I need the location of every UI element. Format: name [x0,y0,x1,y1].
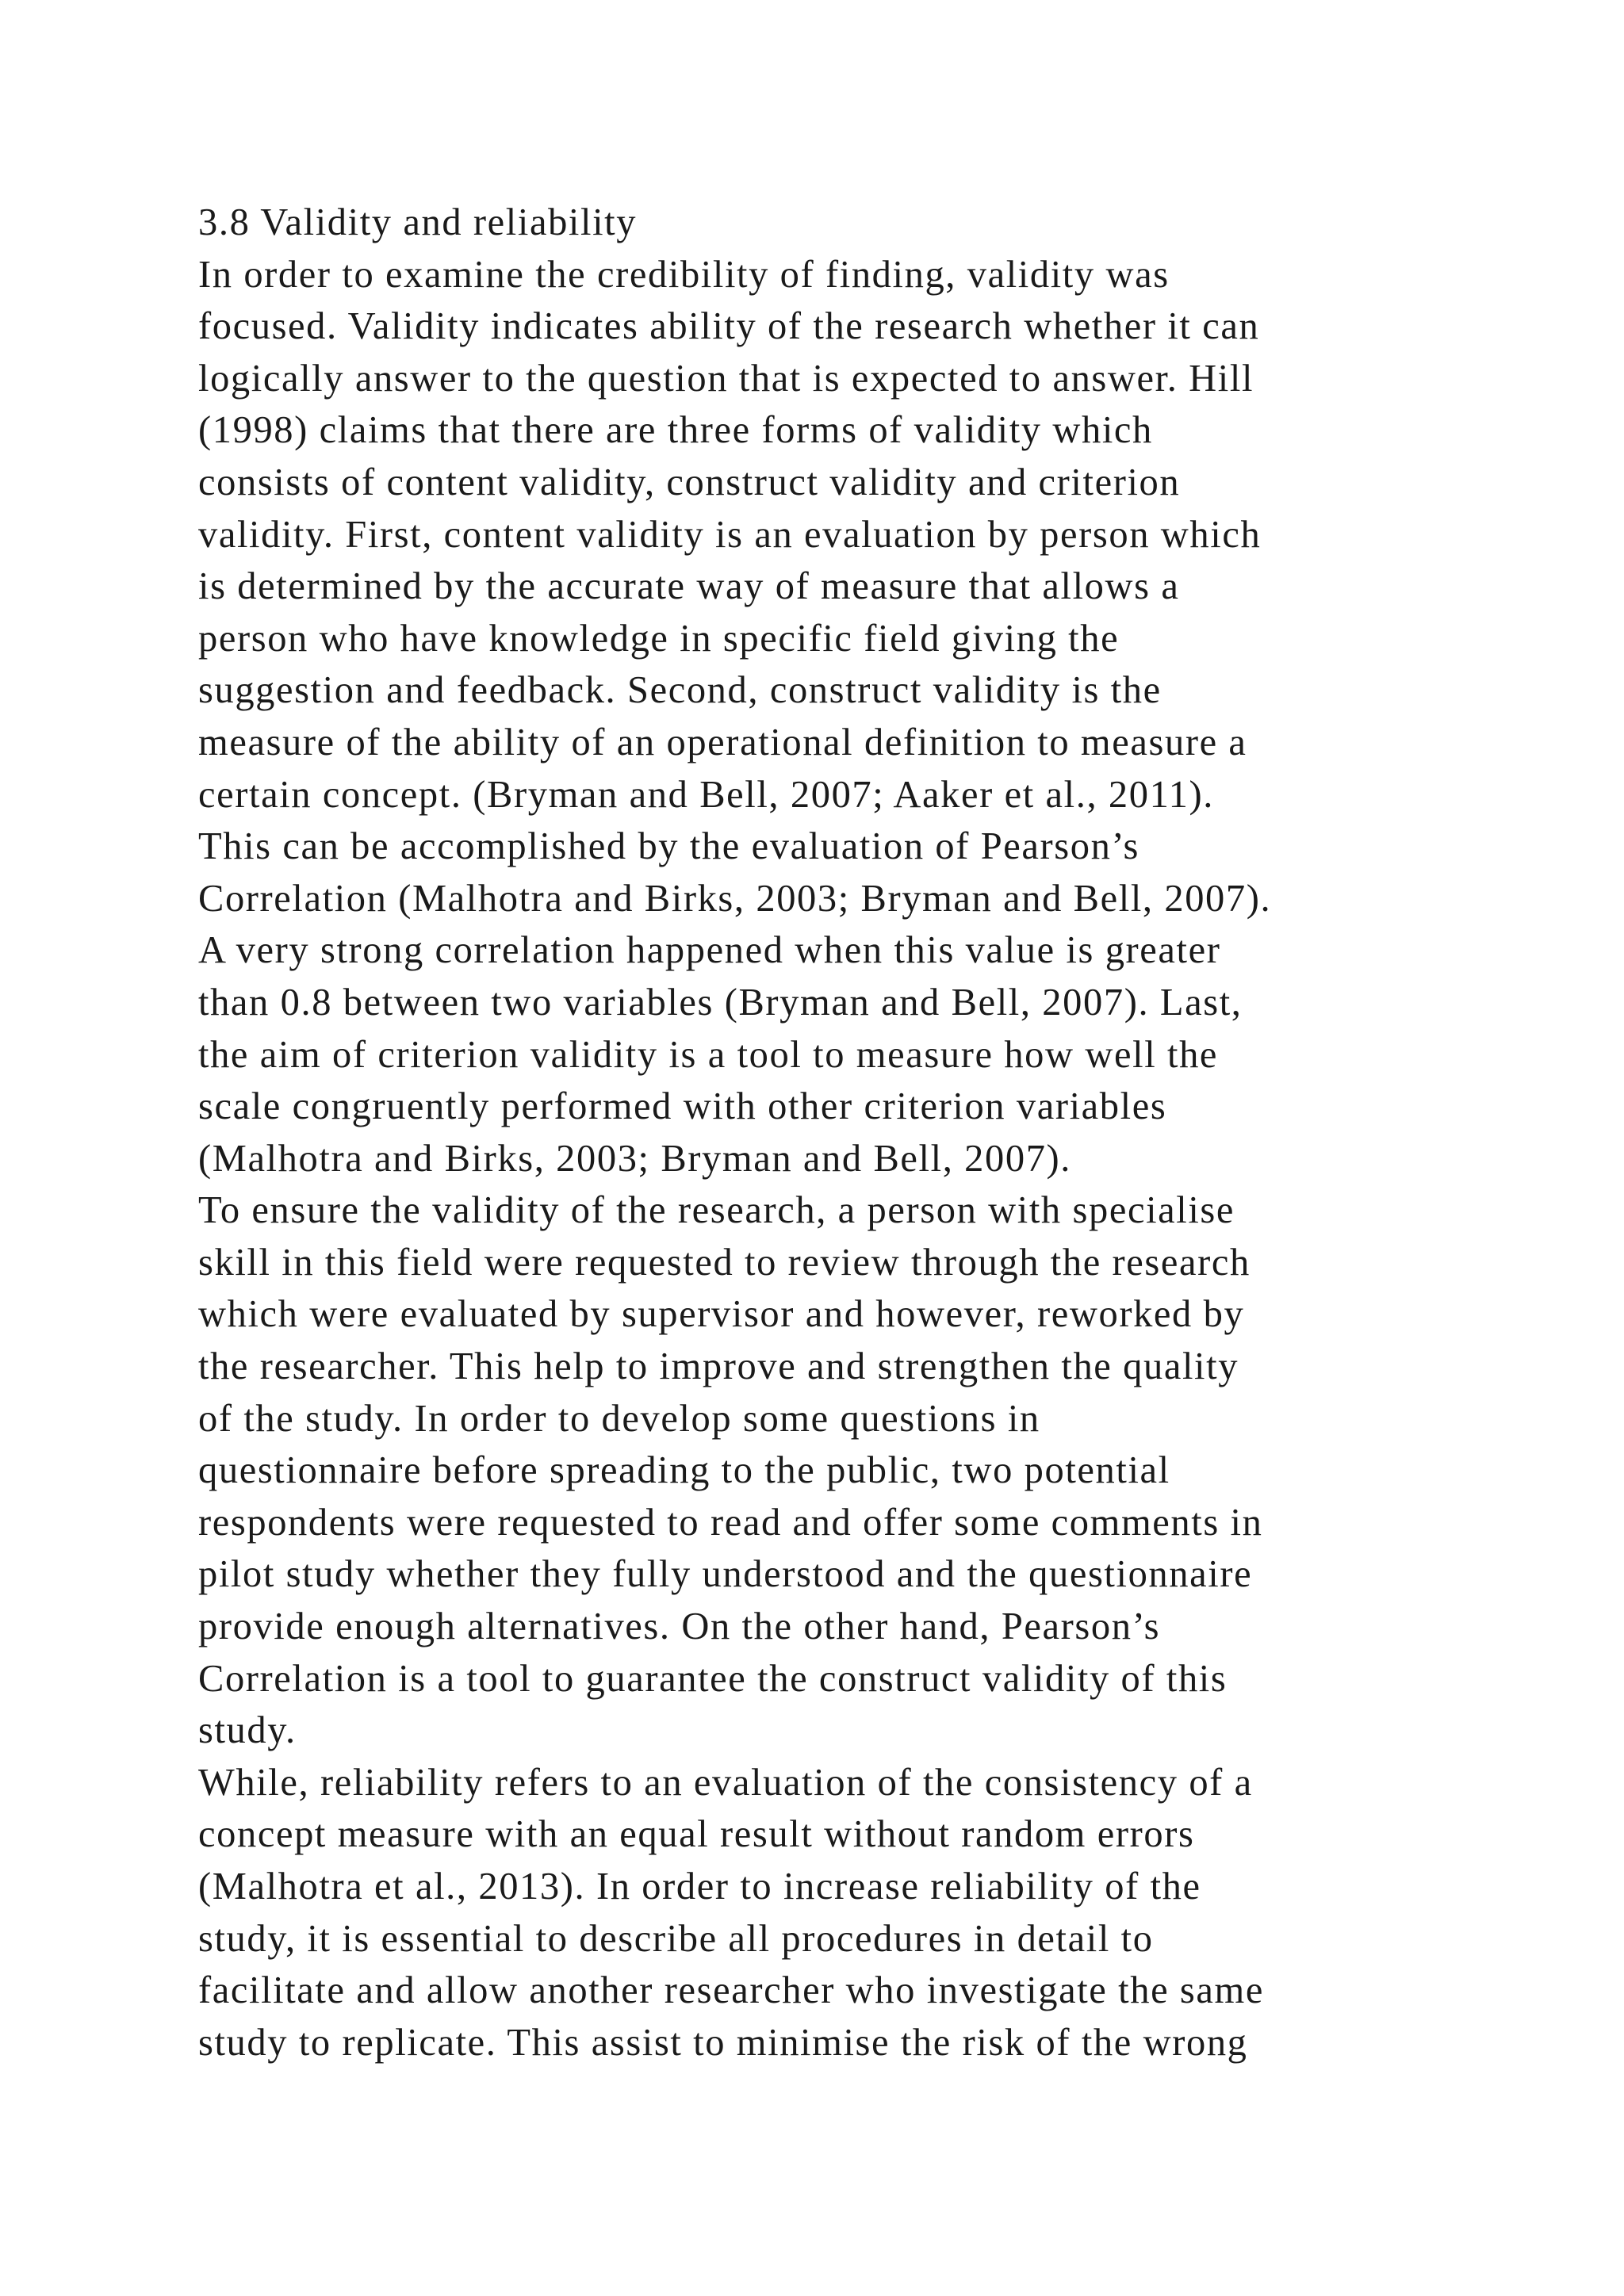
text-line: concept measure with an equal result without random errors [198,1813,1195,1856]
document-body [198,197,1499,2068]
text-line: skill in this field were requested to review through the research [198,1241,1251,1284]
text-line: of the study. In order to develop some questions in [198,1397,1040,1440]
text-line: consists of content validity, construct validity and criterion [198,461,1181,503]
text-line: questionnaire before spreading to the public, two potential [198,1449,1170,1492]
text-line: the researcher. This help to improve and strengthen the quality [198,1345,1239,1388]
text-line: study. [198,1709,297,1752]
text-line: person who have knowledge in specific field giving the [198,617,1120,660]
text-line: To ensure the validity of the research, a person with specialise [198,1189,1235,1232]
text-line: Correlation (Malhotra and Birks, 2003; Bryman and Bell, 2007). [198,877,1272,920]
text-line: pilot study whether they fully understood and the questionnaire [198,1553,1253,1596]
text-line: suggestion and feedback. Second, construct validity is the [198,669,1162,712]
text-line: While, reliability refers to an evaluation of the consistency of a [198,1761,1253,1804]
text-line: (1998) claims that there are three forms of validity which [198,409,1153,452]
section-heading: 3.8 Validity and reliability [198,201,638,243]
text-line: A very strong correlation happened when this value is greater [198,929,1221,972]
text-line: In order to examine the credibility of finding, validity was [198,253,1170,296]
text-line: certain concept. (Bryman and Bell, 2007; Aaker et al., 2011). [198,773,1214,816]
text-line: study, it is essential to describe all procedures in detail to [198,1917,1154,1960]
text-line: is determined by the accurate way of measure that allows a [198,565,1180,608]
text-line: This can be accomplished by the evaluation of Pearson’s [198,825,1140,868]
text-line: the aim of criterion validity is a tool to measure how well the [198,1033,1219,1076]
text-line: which were evaluated by supervisor and however, reworked by [198,1293,1245,1336]
text-line: provide enough alternatives. On the other hand, Pearson’s [198,1605,1161,1648]
text-line: Correlation is a tool to guarantee the construct validity of this [198,1657,1228,1700]
text-line: facilitate and allow another researcher who investigate the same [198,1969,1264,2012]
text-line: than 0.8 between two variables (Bryman and Bell, 2007). Last, [198,981,1243,1024]
text-line: study to replicate. This assist to minimise the risk of the wrong [198,2021,1248,2064]
text-line: (Malhotra et al., 2013). In order to increase reliability of the [198,1866,1201,1908]
text-line: validity. First, content validity is an evaluation by person which [198,513,1262,556]
text-line: logically answer to the question that is expected to answer. Hill [198,357,1254,400]
text-line: focused. Validity indicates ability of the research whether it can [198,305,1260,348]
text-line: measure of the ability of an operational definition to measure a [198,721,1247,763]
text-line: respondents were requested to read and offer some comments in [198,1501,1263,1544]
text-line: scale congruently performed with other criterion variables [198,1085,1167,1128]
text-line: (Malhotra and Birks, 2003; Bryman and Bell, 2007). [198,1137,1072,1180]
